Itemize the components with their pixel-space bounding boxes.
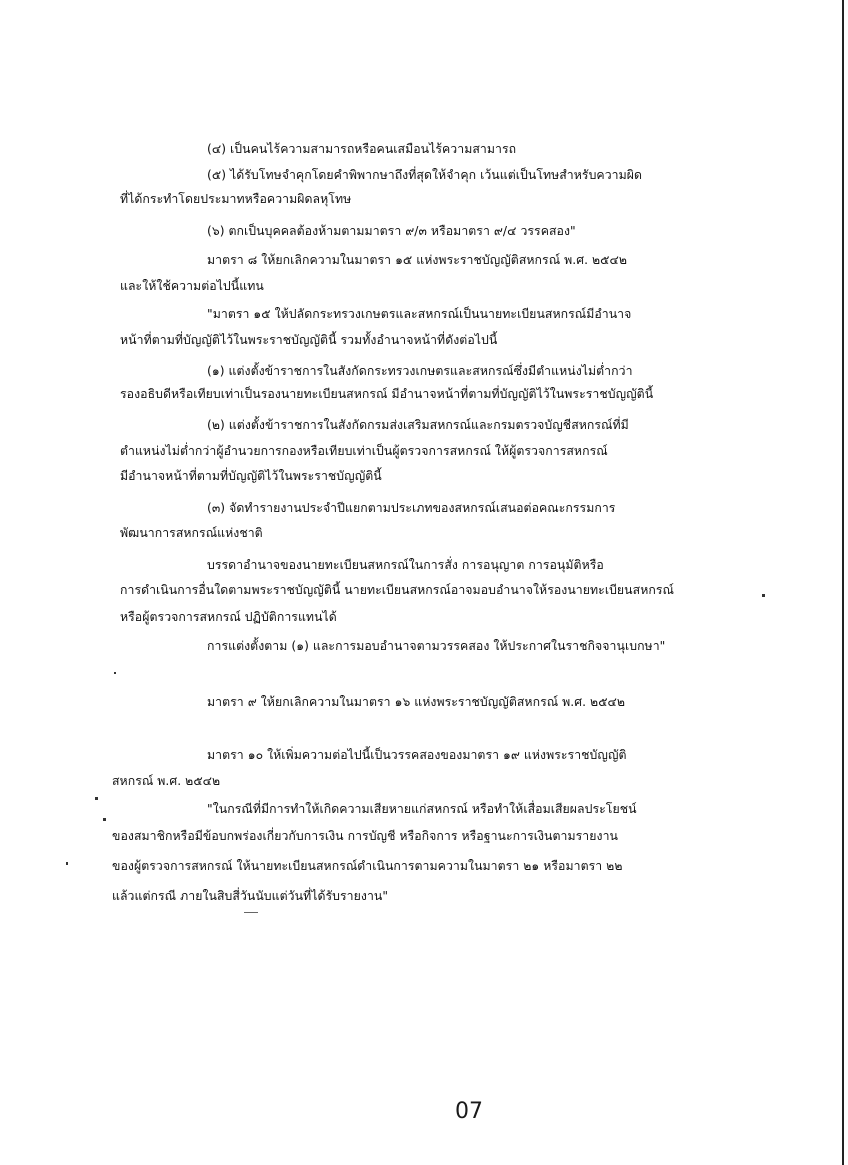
text-line-item-5: (๕) ได้รับโทษจำคุกโดยคำพิพากษาถึงที่สุดให้จำคุก เว้นแต่เป็นโทษสำหรับความผิด <box>207 168 643 182</box>
section-8-cont: และให้ใช้ความต่อไปนี้แทน <box>120 279 264 293</box>
clause-1-cont: รองอธิบดีหรือเทียบเท่าเป็นรองนายทะเบียนสหกรณ์ มีอำนาจหน้าที่ตามที่บัญญัติไว้ในพระราชบัญญัตินี้ <box>120 387 654 401</box>
appointment-paragraph: การแต่งตั้งตาม (๑) และการมอบอำนาจตามวรรคสอง ให้ประกาศในราชกิจจานุเบกษา" <box>207 639 666 653</box>
clause-2-cont-2: มีอำนาจหน้าที่ตามที่บัญญัติไว้ในพระราชบัญญัตินี้ <box>120 469 382 483</box>
section-19-paragraph-cont-3: แล้วแต่กรณี ภายในสิบสี่วันนับแต่วันที่ได้รับรายงาน" <box>112 889 389 903</box>
section-15-intro-cont: หน้าที่ตามที่บัญญัติไว้ในพระราชบัญญัตินี้ รวมทั้งอำนาจหน้าที่ดังต่อไปนี้ <box>120 333 498 347</box>
delegation-paragraph-cont: การดำเนินการอื่นใดตามพระราชบัญญัตินี้ นายทะเบียนสหกรณ์อาจมอบอำนาจให้รองนายทะเบียนสหกรณ์ <box>120 583 674 597</box>
section-8-heading: มาตรา ๘ ให้ยกเลิกความในมาตรา ๑๕ แห่งพระราชบัญญัติสหกรณ์ พ.ศ. ๒๕๔๒ <box>207 253 628 267</box>
delegation-paragraph: บรรดาอำนาจของนายทะเบียนสหกรณ์ในการสั่ง การอนุญาต การอนุมัติหรือ <box>207 558 604 572</box>
scan-speck <box>103 818 106 821</box>
text-line-item-4: (๔) เป็นคนไร้ความสามารถหรือคนเสมือนไร้ความสามารถ <box>207 142 517 156</box>
scan-speck <box>762 594 765 597</box>
clause-1: (๑) แต่งตั้งข้าราชการในสังกัดกระทรวงเกษตรและสหกรณ์ซึ่งมีตำแหน่งไม่ต่ำกว่า <box>207 364 633 378</box>
section-10-cont: สหกรณ์ พ.ศ. ๒๕๔๒ <box>112 774 221 788</box>
section-19-paragraph-cont-2: ของผู้ตรวจการสหกรณ์ ให้นายทะเบียนสหกรณ์ดำเนินการตามความในมาตรา ๒๑ หรือมาตรา ๒๒ <box>112 859 623 873</box>
scan-edge-line <box>842 0 844 1165</box>
clause-3: (๓) จัดทำรายงานประจำปีแยกตามประเภทของสหกรณ์เสนอต่อคณะกรรมการ <box>207 501 616 515</box>
delegation-paragraph-cont-2: หรือผู้ตรวจการสหกรณ์ ปฏิบัติการแทนได้ <box>120 610 337 624</box>
section-15-intro: "มาตรา ๑๕ ให้ปลัดกระทรวงเกษตรและสหกรณ์เป็นนายทะเบียนสหกรณ์มีอำนาจ <box>207 307 632 321</box>
scan-speck <box>114 672 116 674</box>
text-line-item-5-cont: ที่ได้กระทำโดยประมาทหรือความผิดลหุโทษ <box>120 192 352 206</box>
section-10-heading: มาตรา ๑๐ ให้เพิ่มความต่อไปนี้เป็นวรรคสองของมาตรา ๑๙ แห่งพระราชบัญญัติ <box>207 748 627 762</box>
clause-2-cont: ตำแหน่งไม่ต่ำกว่าผู้อำนวยการกองหรือเทียบเท่าเป็นผู้ตรวจการสหกรณ์ ให้ผู้ตรวจการสหกรณ์ <box>120 444 608 458</box>
text-line-item-6: (๖) ตกเป็นบุคคลต้องห้ามตามมาตรา ๙/๓ หรือมาตรา ๙/๔ วรรคสอง" <box>207 224 576 238</box>
clause-2: (๒) แต่งตั้งข้าราชการในสังกัดกรมส่งเสริมสหกรณ์และกรมตรวจบัญชีสหกรณ์ที่มี <box>207 418 629 432</box>
scan-speck <box>244 912 258 913</box>
section-19-paragraph: "ในกรณีที่มีการทำให้เกิดความเสียหายแก่สหกรณ์ หรือทำให้เสื่อมเสียผลประโยชน์ <box>207 802 637 816</box>
section-19-paragraph-cont: ของสมาชิกหรือมีข้อบกพร่องเกี่ยวกับการเงิน การบัญชี หรือกิจการ หรือฐานะการเงินตามรายงาน <box>112 829 618 843</box>
clause-3-cont: พัฒนาการสหกรณ์แห่งชาติ <box>120 526 263 540</box>
section-9-heading: มาตรา ๙ ให้ยกเลิกความในมาตรา ๑๖ แห่งพระราชบัญญัติสหกรณ์ พ.ศ. ๒๕๔๒ <box>207 695 626 709</box>
page-number: 07 <box>455 1099 483 1124</box>
scan-speck <box>95 797 98 800</box>
scan-speck <box>66 862 68 865</box>
